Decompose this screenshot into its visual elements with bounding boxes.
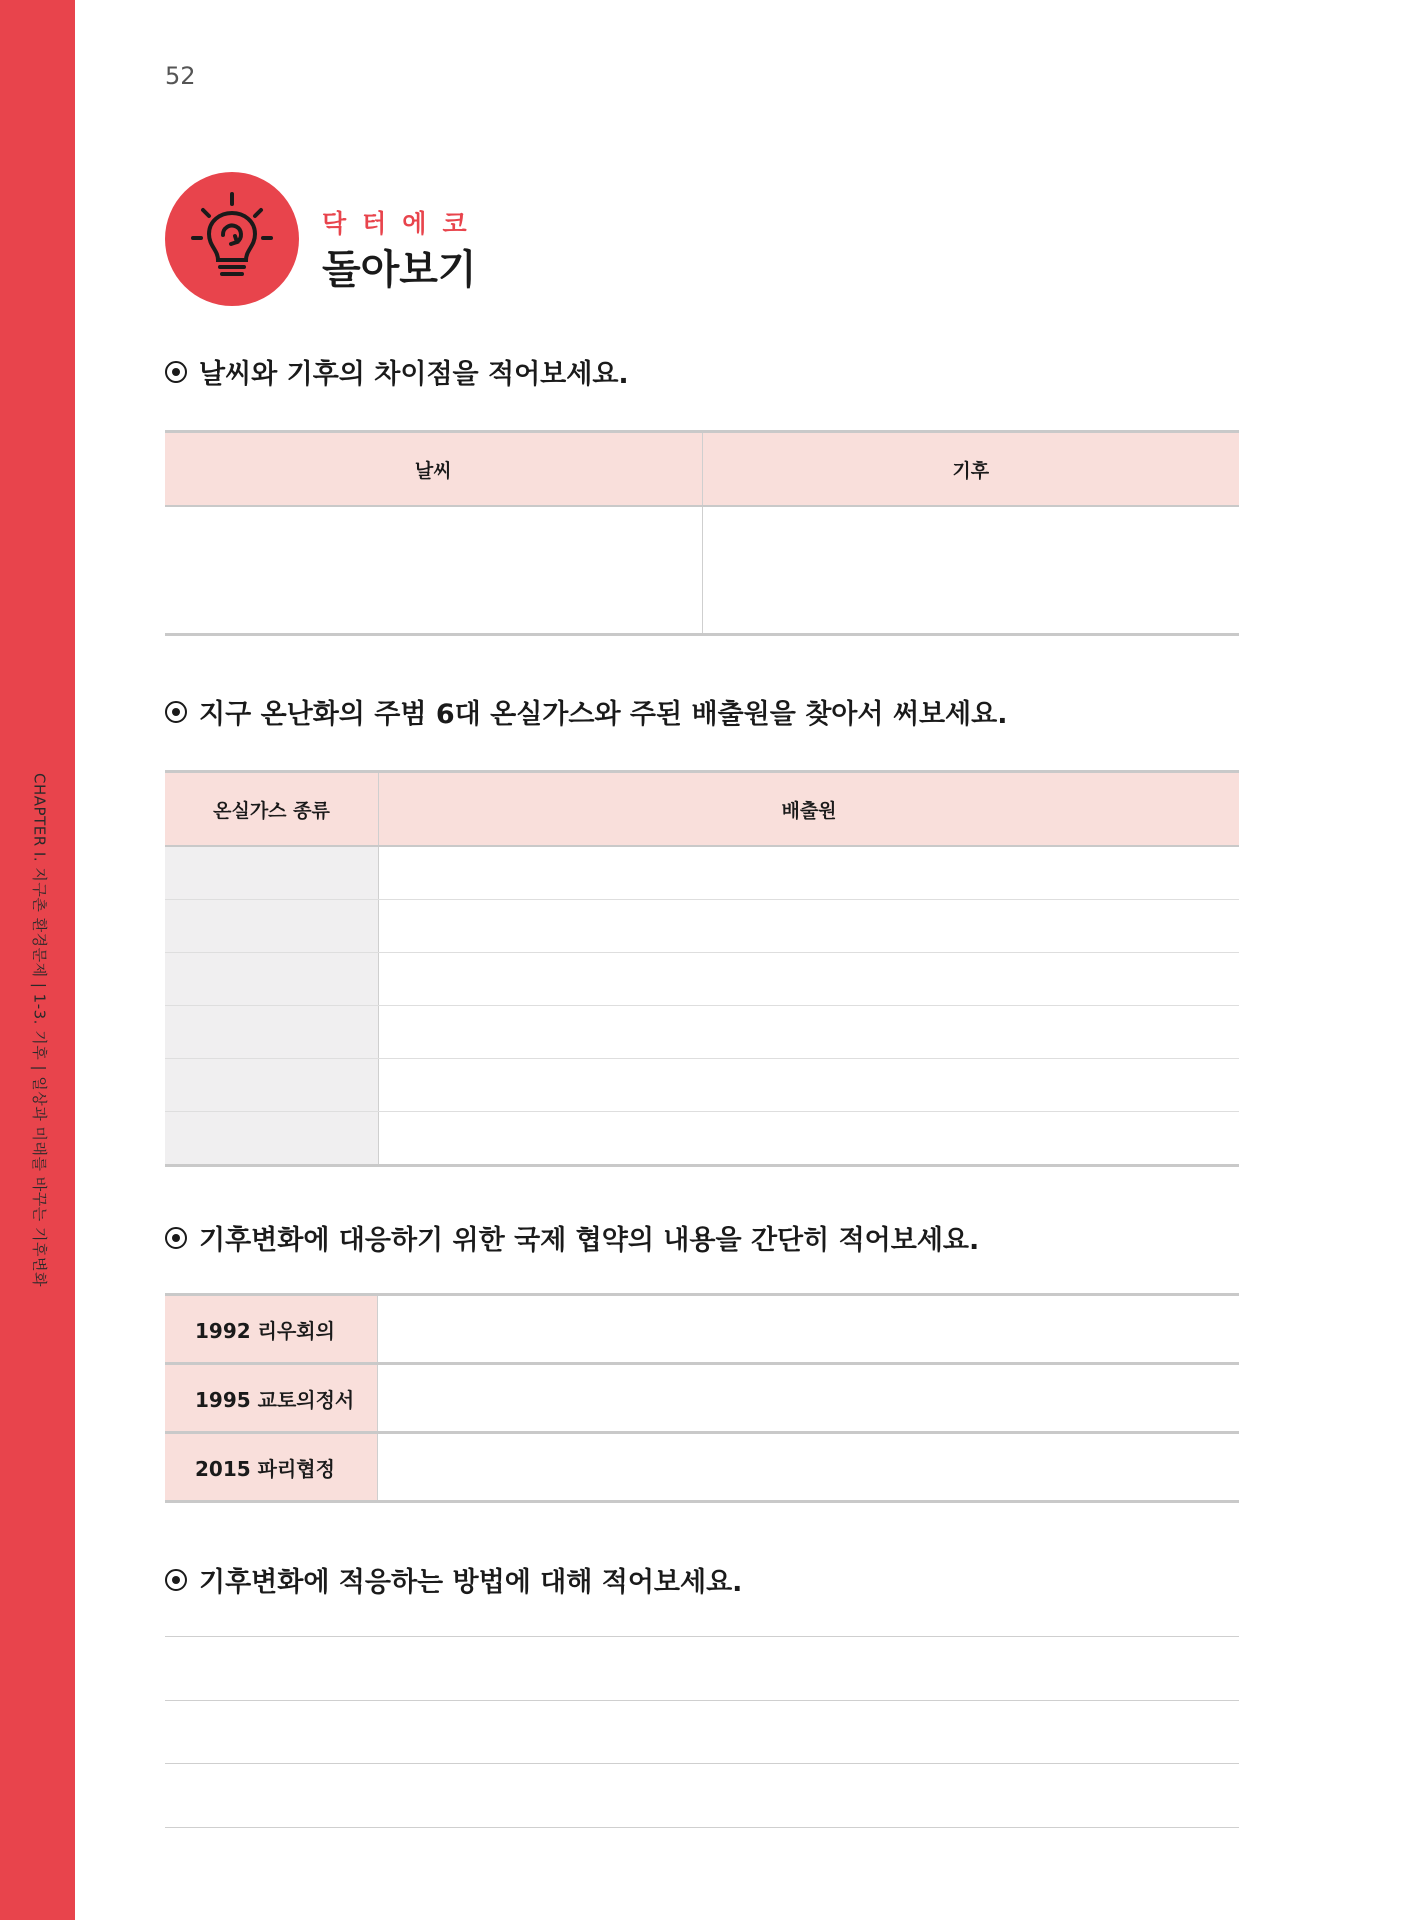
table-header (165, 770, 1239, 847)
question-3-text: 기후변화에 대응하기 위한 국제 협약의 내용을 간단히 적어보세요. (199, 1225, 980, 1256)
answer-line[interactable] (165, 1700, 1239, 1701)
gas-type-cell[interactable] (165, 1059, 379, 1111)
emission-source-cell[interactable] (379, 1006, 1239, 1058)
agreement-rio-answer[interactable] (378, 1296, 1239, 1362)
question-4 (165, 1560, 742, 1599)
agreement-paris-answer[interactable] (378, 1434, 1239, 1500)
emission-source-cell[interactable] (379, 1112, 1239, 1164)
bullet-icon (165, 1227, 187, 1249)
weather-answer-cell[interactable] (165, 507, 702, 633)
agreement-table (165, 1293, 1239, 1503)
agreement-paris-label: 2015 파리협정 (165, 1434, 378, 1500)
header-gas-type: 온실가스 종류 (165, 773, 379, 845)
answer-line[interactable] (165, 1763, 1239, 1764)
greenhouse-gas-table (165, 770, 1239, 1167)
table-row (165, 1296, 1239, 1365)
question-2 (165, 692, 1007, 731)
agreement-rio-label: 1992 리우회의 (165, 1296, 378, 1362)
table-row (165, 1365, 1239, 1434)
emission-source-cell[interactable] (379, 953, 1239, 1005)
table-body (165, 507, 1239, 636)
header-emission-source: 배출원 (781, 799, 837, 822)
emission-source-cell[interactable] (379, 847, 1239, 899)
agreement-kyoto-answer[interactable] (378, 1365, 1239, 1431)
question-3 (165, 1218, 979, 1257)
table-row (165, 900, 1239, 953)
header-subtitle: 닥터에코 (322, 209, 483, 238)
header-title: 돌아보기 (322, 247, 477, 293)
bullet-icon (165, 361, 187, 383)
question-4-text: 기후변화에 적응하는 방법에 대해 적어보세요. (199, 1567, 743, 1598)
table-row (165, 847, 1239, 900)
answer-line[interactable] (165, 1827, 1239, 1828)
lightbulb-logo (165, 172, 299, 306)
agreement-kyoto-label: 1995 교토의정서 (165, 1365, 378, 1431)
bullet-icon (165, 701, 187, 723)
lightbulb-icon (165, 172, 299, 306)
answer-line[interactable] (165, 1636, 1239, 1637)
chapter-label: CHAPTER I. 지구촌 환경문제 | 1-3. 기후 | 일상과 미래를 바꾸는 기후변화 (30, 773, 49, 1287)
table-row (165, 1112, 1239, 1167)
gas-type-cell[interactable] (165, 953, 379, 1005)
weather-climate-table (165, 430, 1239, 636)
question-2-text: 지구 온난화의 주범 6대 온실가스와 주된 배출원을 찾아서 써보세요. (199, 699, 1008, 730)
table-row (165, 953, 1239, 1006)
bullet-icon (165, 1569, 187, 1591)
gas-type-cell[interactable] (165, 1112, 379, 1164)
gas-type-cell[interactable] (165, 1006, 379, 1058)
emission-source-cell[interactable] (379, 900, 1239, 952)
table-row (165, 1006, 1239, 1059)
table-row (165, 1059, 1239, 1112)
table-header (165, 430, 1239, 507)
climate-answer-cell[interactable] (702, 507, 1240, 633)
question-1 (165, 352, 629, 391)
gas-type-cell[interactable] (165, 900, 379, 952)
header-climate: 기후 (702, 433, 1240, 505)
page-number: 52 (165, 62, 196, 90)
table-row (165, 1434, 1239, 1503)
emission-source-cell[interactable] (379, 1059, 1239, 1111)
question-1-text: 날씨와 기후의 차이점을 적어보세요. (199, 359, 629, 390)
gas-type-cell[interactable] (165, 847, 379, 899)
header-weather: 날씨 (414, 459, 452, 482)
